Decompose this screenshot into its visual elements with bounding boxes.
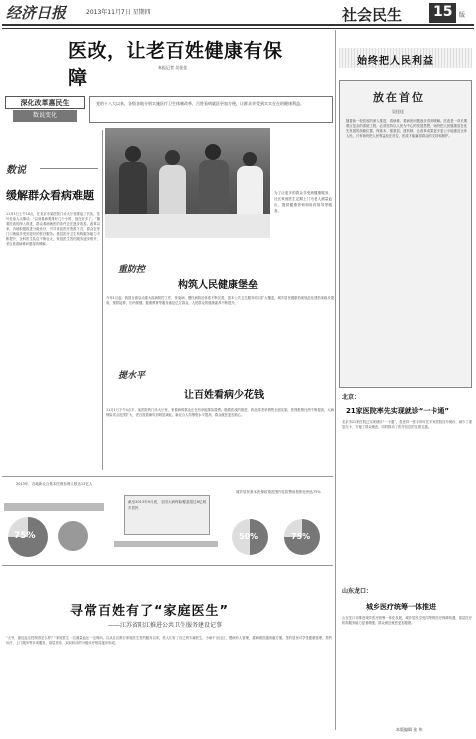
news2-title: 城乡医疗统筹一体推进 xyxy=(366,603,436,611)
news1-body: 北京市21家医院已实现就诊“一卡通”，患者持一张卡即可在多家医院挂号就诊，减少了重复办卡，方便了群众就医，同时推动了医疗信息的互联互通。 xyxy=(342,420,472,429)
intro-tag xyxy=(5,96,85,123)
main-headline: 医改，让老百姓健康有保障 xyxy=(68,40,283,89)
right-banner xyxy=(339,48,472,68)
info-text-1: 2013年，各地新农合基本医保参保人数达13亿人 xyxy=(16,482,93,486)
photo-figure xyxy=(165,150,180,165)
column-divider-middle xyxy=(335,30,336,730)
masthead-rule-thin xyxy=(2,28,474,29)
opinion-box xyxy=(339,80,472,388)
masthead xyxy=(0,0,476,24)
newspaper-logo: 经济日报 xyxy=(6,4,67,22)
photo-table xyxy=(105,214,270,238)
column-divider-left xyxy=(102,130,103,470)
right-banner-text: 始终把人民利益 xyxy=(357,56,434,67)
coin-icon xyxy=(58,521,88,551)
issue-date: 2013年11月7日 星期四 xyxy=(86,9,151,16)
news-photo xyxy=(105,128,270,238)
sub2-kicker: 提水平 xyxy=(118,371,146,381)
left-kicker: 数说 xyxy=(6,165,26,176)
intro-text: 党的十八大以来，各级各地分别实施医疗卫生体制改革，百姓看病就医更加方便，让群众享受到实实在在的健康利益。 xyxy=(96,101,304,106)
news1-location: 北京： xyxy=(342,394,361,401)
left-section-title: 缓解群众看病难题 xyxy=(6,189,94,202)
sub2-title: 让百姓看病少花钱 xyxy=(184,390,264,401)
news2-body: 山东龙口市推进城乡医疗统筹一体化发展，城乡居民享受同等的医疗保障待遇，基层医疗机构服务能力显著增强，群众就近就医更加便捷。 xyxy=(342,616,472,625)
page-footer: 本版编辑 张 伟 xyxy=(396,727,423,732)
sub1-title: 构筑人民健康堡垒 xyxy=(178,280,258,291)
bottom-subtitle: ——江苏省阳江推进公共卫生服务建设记事 xyxy=(108,622,223,629)
infographic xyxy=(2,476,333,566)
info-text-2: 截至2013年9月底，全国大病保险覆盖超过8亿城乡居民 xyxy=(128,500,206,510)
info-box-2 xyxy=(124,495,210,535)
info-item-1 xyxy=(4,481,104,561)
info-item-2 xyxy=(114,481,218,561)
masthead-rule xyxy=(2,24,474,26)
section-name: 社会民生 xyxy=(342,6,403,24)
info-bar-1 xyxy=(4,503,104,511)
info-pct-3: 75% xyxy=(291,532,311,541)
info-bar-2 xyxy=(114,541,218,547)
info-pct-2: 50% xyxy=(239,532,259,541)
photo-figure xyxy=(205,144,221,160)
info-pct-1: 75% xyxy=(14,531,36,541)
intro-tag-line1: 深化改革惠民生 xyxy=(5,96,85,109)
sub2-body: 11月1日下午4点半，某医院的门诊大厅里，来看病的群众正在有序地排队缴费。随着医改的推进，药品零差率销售全面实施，医保报销比例不断提高，大病保险试点范围扩大，老百姓看病负担明显减轻。新农合人均筹资水平提高，群众就医更加放心。 xyxy=(106,408,334,417)
news2-location: 山东龙口： xyxy=(342,588,373,595)
sub1-body: 今年1月起，我国全面启动重大疾病防控工作，传染病、慢性病防治体系不断完善，基本公共卫生服务项目扩大覆盖，城乡居民健康档案规范化建档率稳步提高，预防接种、妇幼保健、健康教育等服务惠及亿万群众，人民群众的健康素养不断提升。 xyxy=(106,296,334,305)
intro-tag-line2: 数说变化 xyxy=(13,110,77,122)
opinion-body: 随着新一轮医改的深入推进，看病难、看病贵问题逐步得到缓解。医改是一项长期艰巨复杂的系统工程，必须坚持以人民为中心的发展思想，始终把人民健康放在优先发展的战略位置，保基本、强基层、建机制，让改革成果更多更公平地惠及全体人民。只有始终把人民利益放在首位，医改才能赢得群众的支持和拥护。 xyxy=(346,119,467,138)
photo-figure-body xyxy=(119,162,147,222)
bottom-body: “大爷，最近血压控制得怎么样？”家庭医生一边测量血压一边询问。自从社区推行家庭医生签约服务以来，老人们有了自己的专属医生，小病不出社区，慢病有人管理，看病就医越来越方便。签约居民可享受健康管理、预约诊疗、上门服务等多项服务，基层首诊、双向转诊的分级诊疗格局逐步形成。 xyxy=(6,636,332,645)
page-number: 15 xyxy=(433,4,453,20)
page-suffix: 版 xyxy=(459,12,466,19)
photo-figure xyxy=(243,152,257,166)
news1-title: 21家医院率先实现就诊“一卡通” xyxy=(346,407,449,415)
info-item-3 xyxy=(226,481,331,561)
info-text-3: 城乡居民基本医保政策范围内住院费用报销比例达75% xyxy=(236,490,321,494)
bottom-title: 寻常百姓有了“家庭医生” xyxy=(70,604,230,619)
opinion-title: 放在首位 xyxy=(373,91,425,104)
left-column-body: 11月1日上午10点，在北京市某医院门诊大厅里排起了长队，挂号处前人头攒动。“以前看病要排好几个小时，现在好多了。”随着医改的深入推进，群众看病就医的条件正在逐步改善。改革以来，各地积极推进分级诊疗，引导优质医疗资源下沉，群众在家门口就能享受到更好的医疗服务。基层医疗卫生机构服务能力不断提升，全科医生队伍不断壮大，家庭医生签约服务逐步推开，老百姓看病难问题得到缓解。 xyxy=(6,212,100,246)
sub1-kicker: 重防控 xyxy=(118,265,146,275)
headline-byline: 本报记者 吴佳佳 xyxy=(158,65,188,70)
photo-caption: 为了让更多的群众享受到健康服务，社区家庭医生定期上门为老人测量血压，提供健康咨询和用药指导等服务。 xyxy=(274,191,332,213)
left-kicker-rule xyxy=(40,168,98,169)
opinion-byline: 吴佳佳 xyxy=(392,109,404,114)
intro-box xyxy=(89,96,333,123)
photo-figure xyxy=(125,146,141,162)
